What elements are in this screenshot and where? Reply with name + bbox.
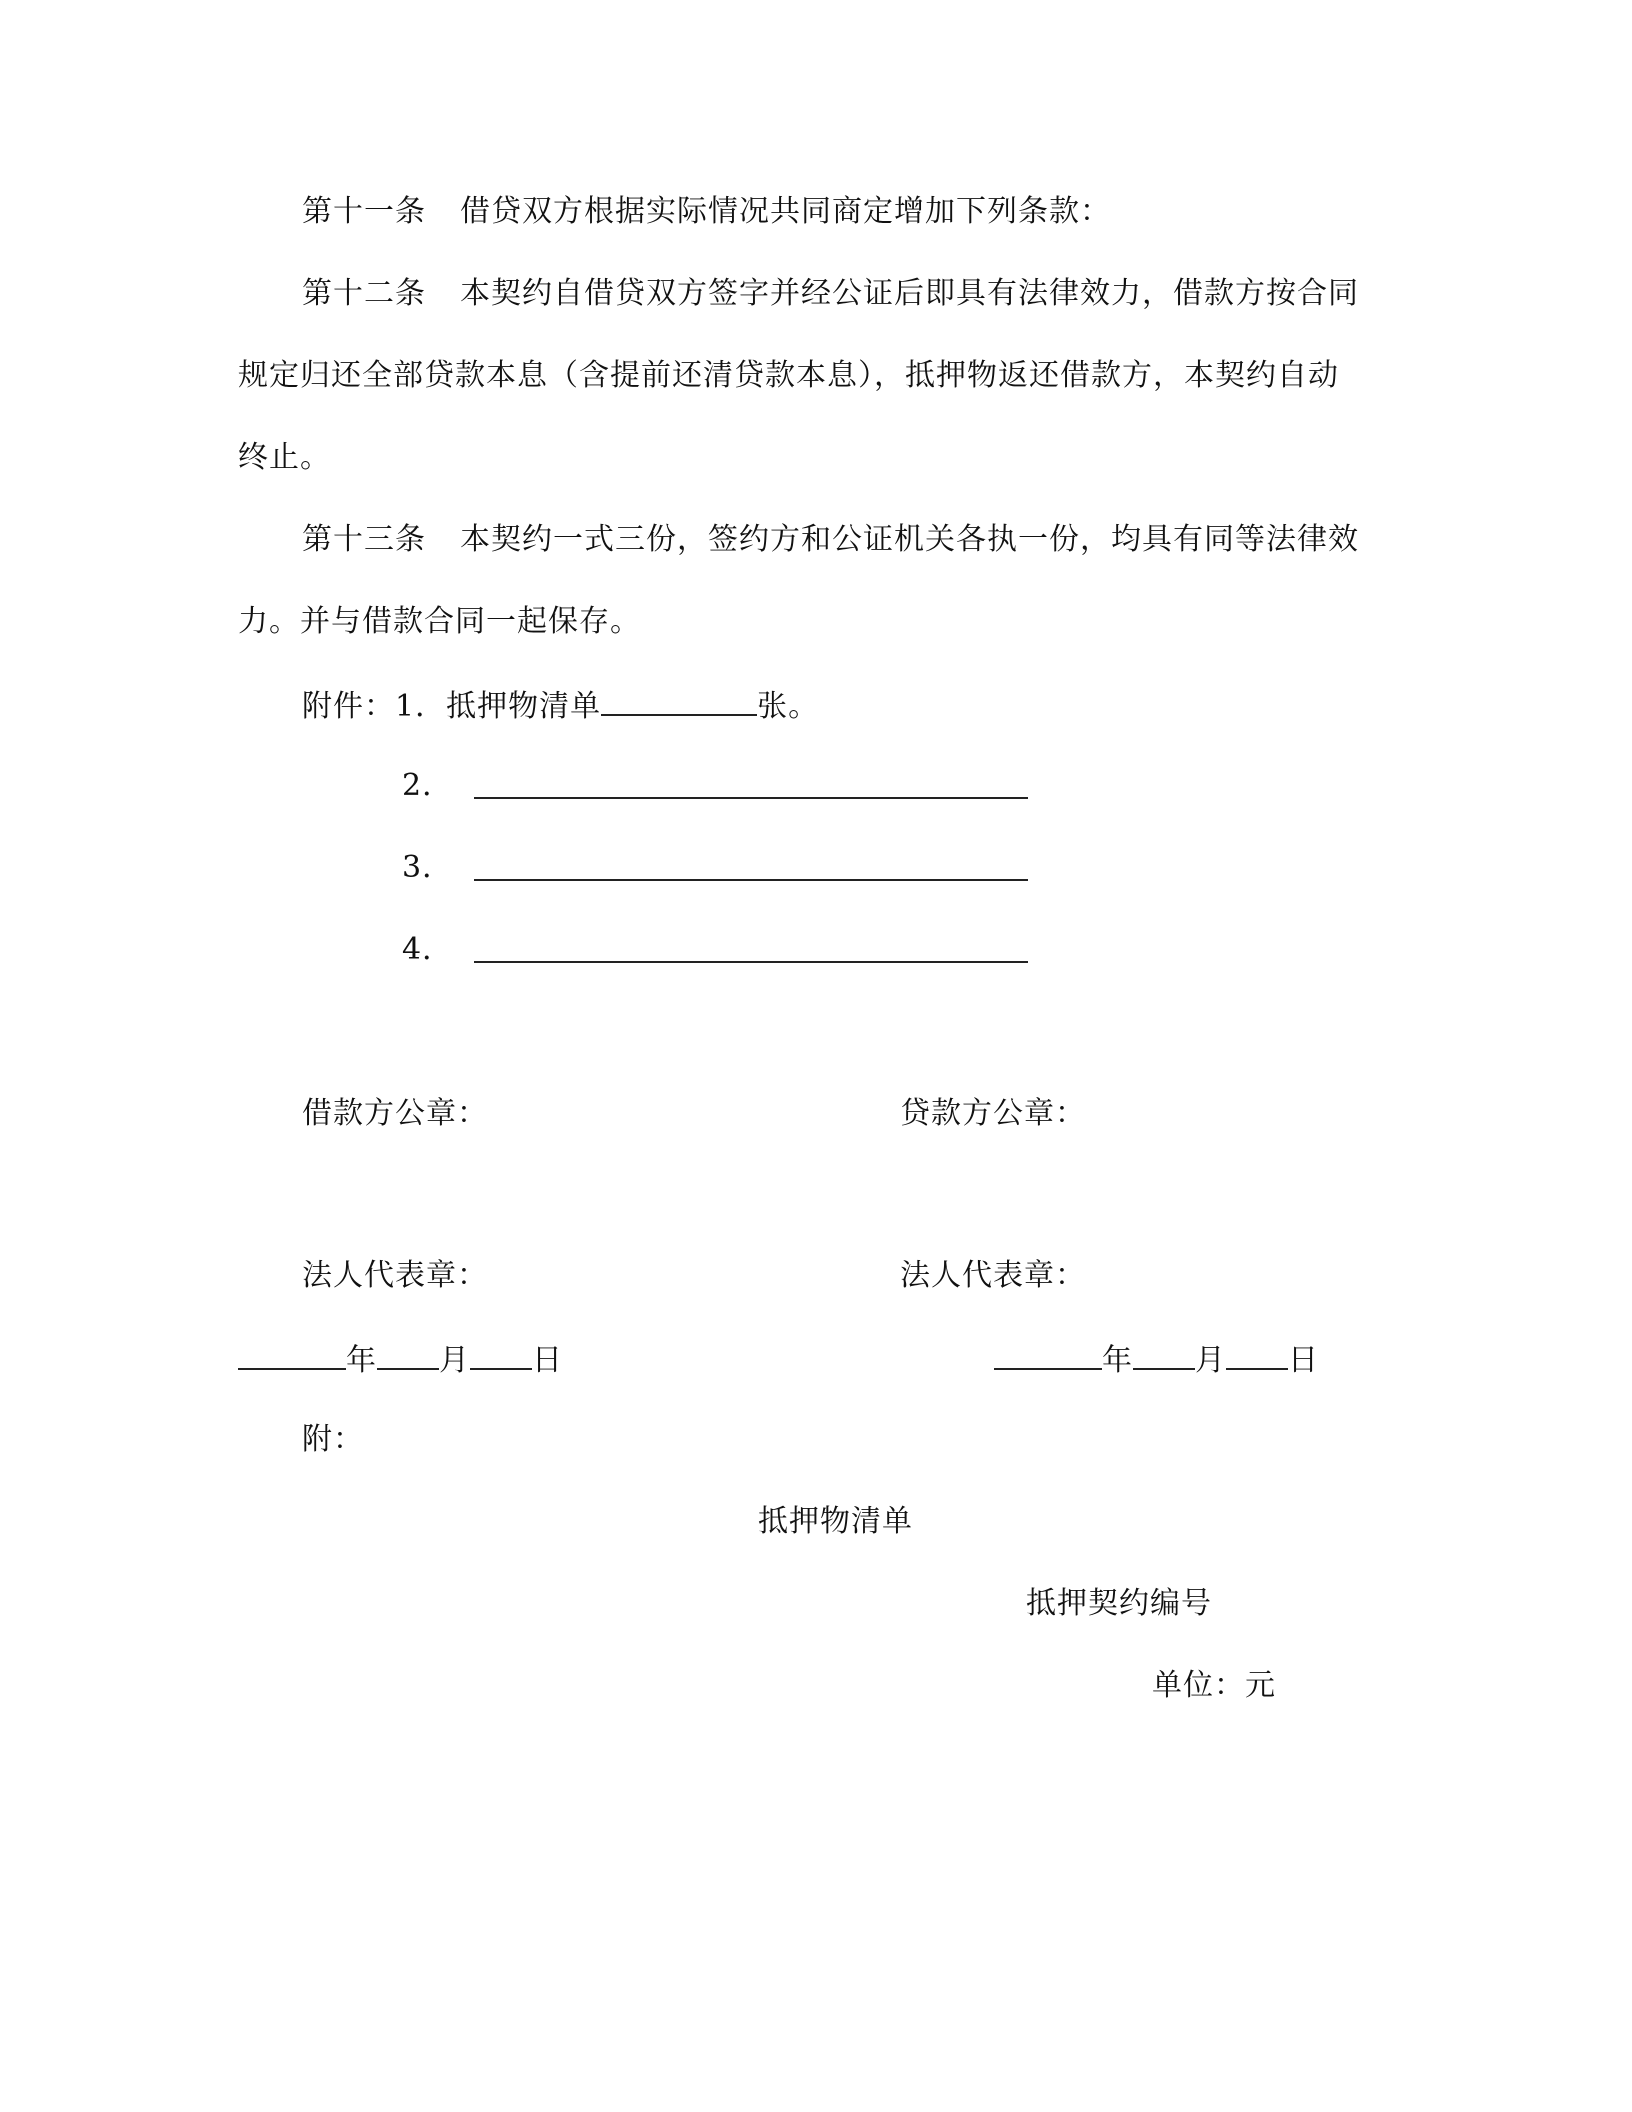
- article-11-text: 借贷双方根据实际情况共同商定增加下列条款：: [460, 194, 1111, 229]
- attachment-item-2-number: 2．: [402, 768, 454, 803]
- borrower-year-label: 年: [346, 1343, 377, 1378]
- article-12-line-2: [238, 356, 1339, 396]
- article-11: [302, 192, 1111, 232]
- article-12-text-2: 规定归还全部贷款本息（含提前还清贷款本息），抵押物返还借款方，本契约自动: [238, 358, 1339, 393]
- lender-year-blank: [994, 1338, 1102, 1370]
- lender-day-blank: [1226, 1338, 1288, 1370]
- lender-seal-label: 贷款方公章：: [900, 1096, 1086, 1131]
- article-12-text-1: 本契约自借贷双方签字并经公证后即具有法律效力，借款方按合同: [460, 276, 1359, 311]
- article-12-text-3: 终止。: [238, 440, 331, 475]
- lender-year-label: 年: [1102, 1343, 1133, 1378]
- article-13-line-1: [302, 520, 1359, 560]
- borrower-day-label: 日: [532, 1343, 563, 1378]
- attachment-item-3-number: 3．: [402, 850, 454, 885]
- attachment-2-blank: [474, 797, 1028, 799]
- article-13-line-2: [238, 602, 641, 642]
- article-12-line-3: [238, 438, 331, 478]
- article-13-label: 第十三条: [302, 522, 426, 557]
- contract-number-label: 抵押契约编号: [1026, 1586, 1212, 1621]
- attachment-item-4-number: 4．: [402, 932, 454, 967]
- attachment-1-text: 抵押物清单: [446, 689, 602, 724]
- lender-date: [994, 1338, 1319, 1381]
- attachment-item-1: [302, 684, 819, 727]
- lender-legal-rep-label: 法人代表章：: [900, 1258, 1086, 1293]
- borrower-date: [238, 1338, 563, 1381]
- article-13-text-1: 本契约一式三份，签约方和公证机关各执一份，均具有同等法律效: [460, 522, 1359, 557]
- unit-label: 单位：元: [1152, 1668, 1276, 1703]
- appendix-prefix: 附：: [302, 1422, 364, 1457]
- borrower-legal-rep-label: 法人代表章：: [302, 1258, 488, 1293]
- lender-day-label: 日: [1288, 1343, 1319, 1378]
- lender-month-label: 月: [1195, 1343, 1226, 1378]
- attachment-1-suffix: 张。: [757, 689, 820, 724]
- borrower-month-label: 月: [439, 1343, 470, 1378]
- article-11-label: 第十一条: [302, 194, 426, 229]
- borrower-day-blank: [470, 1338, 532, 1370]
- borrower-year-blank: [238, 1338, 346, 1370]
- attachment-3-blank: [474, 879, 1028, 881]
- borrower-month-blank: [377, 1338, 439, 1370]
- article-12-label: 第十二条: [302, 276, 426, 311]
- article-12-line-1: [302, 274, 1359, 314]
- attachment-1-number: 1．: [395, 689, 447, 724]
- attachment-prefix: 附件：: [302, 689, 395, 724]
- lender-month-blank: [1133, 1338, 1195, 1370]
- borrower-seal-label: 借款方公章：: [302, 1096, 488, 1131]
- article-13-text-2: 力。并与借款合同一起保存。: [238, 604, 641, 639]
- appendix-title: 抵押物清单: [758, 1504, 913, 1539]
- attachment-1-count-blank: [601, 684, 757, 716]
- attachment-4-blank: [474, 961, 1028, 963]
